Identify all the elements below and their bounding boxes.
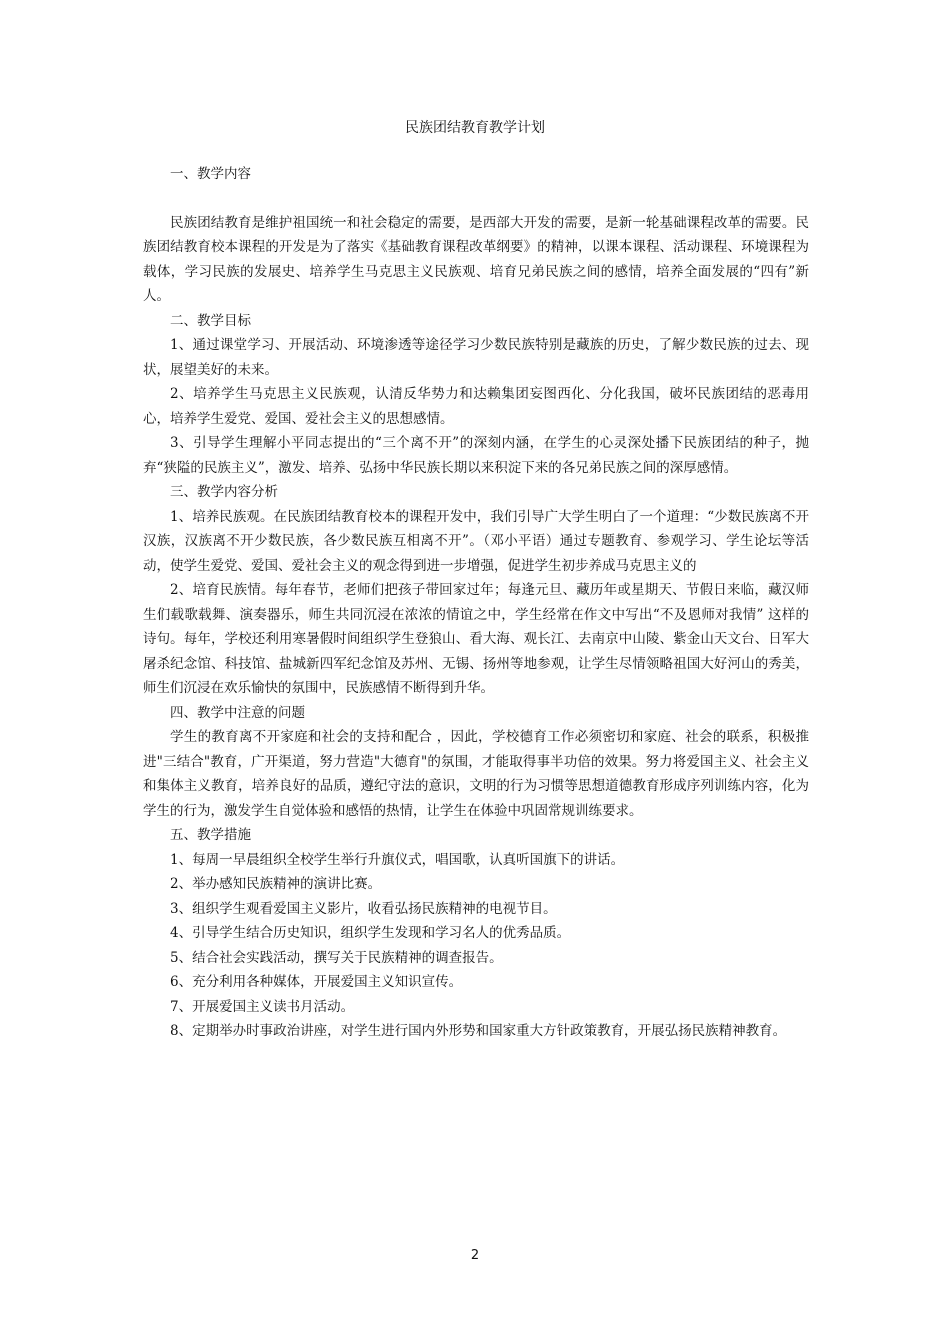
document-body [143, 162, 809, 1044]
section-5-item: 7、开展爱国主义读书月活动。 [170, 998, 355, 1015]
section-5-item: 5、结合社会实践活动，撰写关于民族精神的调查报告。 [170, 949, 503, 966]
section-5-item: 2、举办感知民族精神的演讲比赛。 [170, 876, 382, 892]
section-2-heading: 二、教学目标 [170, 312, 251, 329]
section-4-heading: 四、教学中注意的问题 [170, 704, 305, 721]
section-2-item: 1、通过课堂学习、开展活动、环境渗透等途径学习少数民族特别是藏族的历史，了解少数民族的过去、现状，展望美好的未来。 [143, 337, 809, 378]
section-3-item: 2、培育民族情。每年春节，老师们把孩子带回家过年；每逢元旦、藏历年或星期天、节假日来临，藏汉师生们载歌载舞、演奏器乐，师生共同沉浸在浓浓的情谊之中，学生经常在作文中写出“不及恩师对我情” 这样的诗句。每年，学校还利用寒暑假时间组织学生登狼山、看大海、观长江、去南京中山陵、紫金山天文台、日军大屠杀纪念馆、科技馆、盐城新四军纪念馆及苏州、无锡、扬州等地参观，让学生尽情领略祖国大好河山的秀美，师生们沉浸在欢乐愉快的氛围中，民族感情不断得到升华。 [143, 582, 809, 696]
section-3-heading: 三、教学内容分析 [170, 484, 278, 500]
section-4-paragraph: 学生的教育离不开家庭和社会的支持和配合 ，因此，学校德育工作必须密切和家庭、社会的联系，积极推进"三结合"教育，广开渠道，努力营造"大德育"的氛围，才能取得事半功倍的效果。努力将爱国主义、社会主义和集体主义教育，培养良好的品质，遵纪守法的意识，文明的行为习惯等思想道德教育形成序列训练内容，化为学生的行为，激发学生自觉体验和感悟的热情，让学生在体验中巩固常规训练要求。 [143, 729, 809, 819]
document-title: 民族团结教育教学计划 [405, 120, 545, 136]
section-5-item: 6、充分利用各种媒体，开展爱国主义知识宣传。 [170, 974, 463, 990]
section-5-item: 3、组织学生观看爱国主义影片，收看弘扬民族精神的电视节目。 [170, 900, 557, 917]
section-3-item: 1、培养民族观。在民族团结教育校本的课程开发中，我们引导广大学生明白了一个道理：“少数民族离不开汉族，汉族离不开少数民族，各少数民族互相离不开”。（邓小平语）通过专题教育、参观学习、学生论坛等活动，使学生爱党、爱国、爱社会主义的观念得到进一步增强，促进学生初步养成马克思主义的 [143, 508, 809, 574]
section-1-paragraph: 民族团结教育是维护祖国统一和社会稳定的需要，是西部大开发的需要，是新一轮基础课程改革的需要。民族团结教育校本课程的开发是为了落实《基础教育课程改革纲要》的精神，以课本课程、活动课程、环境课程为载体，学习民族的发展史、培养学生马克思主义民族观、培育兄弟民族之间的感情，培养全面发展的“四有”新人。 [143, 214, 809, 304]
section-5-item: 4、引导学生结合历史知识，组织学生发现和学习名人的优秀品质。 [170, 925, 571, 941]
section-5-item: 8、定期举办时事政治讲座，对学生进行国内外形势和国家重大方针政策教育，开展弘扬民族精神教育。 [170, 1023, 787, 1039]
section-2-item: 2、培养学生马克思主义民族观，认清反华势力和达赖集团妄图西化、分化我国，破坏民族团结的恶毒用心，培养学生爱党、爱国、爱社会主义的思想感情。 [143, 386, 809, 427]
section-2-item: 3、引导学生理解小平同志提出的“三个离不开”的深刻内涵，在学生的心灵深处播下民族团结的种子，抛弃“狭隘的民族主义”，激发、培养、弘扬中华民族长期以来积淀下来的各兄弟民族之间的深厚感情。 [143, 435, 809, 476]
page-number: 2 [470, 1248, 480, 1263]
section-5-heading: 五、教学措施 [170, 827, 251, 843]
section-5-item: 1、每周一早晨组织全校学生举行升旗仪式，唱国歌，认真听国旗下的讲话。 [170, 851, 625, 868]
section-1-heading: 一、教学内容 [170, 166, 251, 182]
